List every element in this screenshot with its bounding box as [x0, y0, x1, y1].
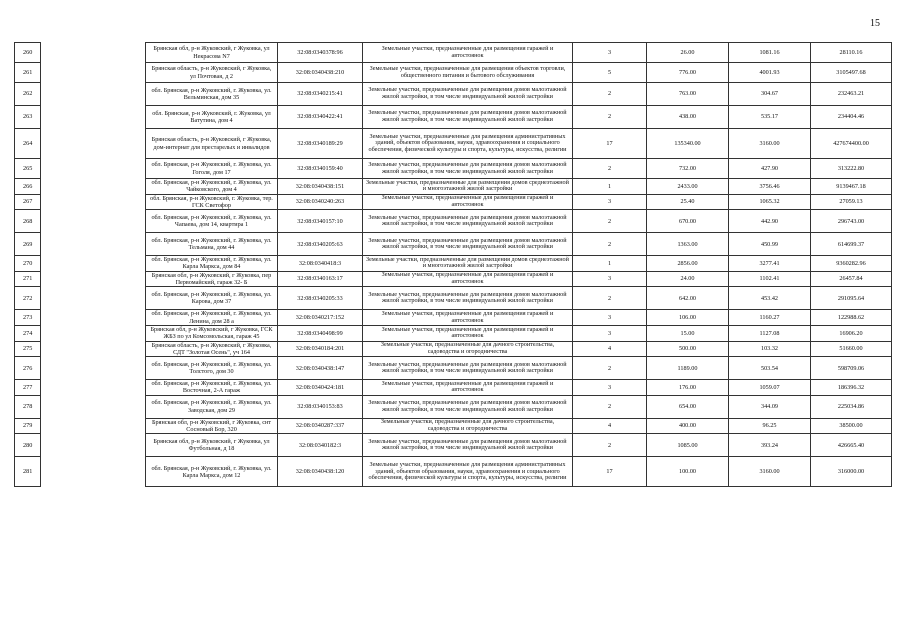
area-cell: 24.00 — [647, 271, 729, 287]
group-number-cell: 1 — [573, 179, 647, 195]
address-cell: обл. Брянская, р-н Жуковский, г. Жуковка, ул. Вельминская, дом 35 — [146, 83, 278, 106]
cadastral-value-cell: 296743.00 — [811, 210, 892, 233]
area-cell: 2433.00 — [647, 179, 729, 195]
cadastral-number-cell: 32:08:0340189:29 — [278, 129, 363, 159]
gap-cell — [41, 418, 146, 434]
cadastral-value-cell: 38500.00 — [811, 418, 892, 434]
cadastral-number-cell: 32:08:0340205:33 — [278, 287, 363, 310]
group-number-cell: 2 — [573, 106, 647, 129]
gap-cell — [41, 233, 146, 256]
unit-value-cell: 3756.46 — [729, 179, 811, 195]
unit-value-cell: 103.32 — [729, 341, 811, 357]
cadastral-value-cell: 27059.13 — [811, 194, 892, 210]
address-cell: Брянская обл, р-н Жуковский, г Жуковка, снт Сосновый Бор, 320 — [146, 418, 278, 434]
table-row — [15, 194, 892, 210]
row-number: 276 — [15, 357, 41, 380]
area-cell: 654.00 — [647, 395, 729, 418]
address-cell: Брянская обл, р-н Жуковский, г Жуковка, ул Футбольная, д 18 — [146, 434, 278, 457]
cadastral-value-cell: 313222.80 — [811, 159, 892, 179]
table-row — [15, 310, 892, 326]
table-row — [15, 159, 892, 179]
area-cell: 1189.00 — [647, 357, 729, 380]
cadastral-value-cell: 614699.37 — [811, 233, 892, 256]
row-number: 261 — [15, 63, 41, 83]
group-number-cell: 17 — [573, 129, 647, 159]
row-number: 280 — [15, 434, 41, 457]
table-row — [15, 457, 892, 487]
unit-value-cell: 1059.07 — [729, 380, 811, 396]
gap-cell — [41, 287, 146, 310]
area-cell: 500.00 — [647, 341, 729, 357]
group-number-cell: 17 — [573, 457, 647, 487]
gap-cell — [41, 179, 146, 195]
cadastral-number-cell: 32:08:0340498:99 — [278, 325, 363, 341]
gap-cell — [41, 380, 146, 396]
purpose-cell: Земельные участки, предназначенные для размещения домов среднеэтажной и многоэтажной жилой застройки — [363, 256, 573, 272]
unit-value-cell: 344.09 — [729, 395, 811, 418]
area-cell: 763.00 — [647, 83, 729, 106]
cadastral-value-table — [14, 42, 892, 487]
cadastral-value-cell: 598709.06 — [811, 357, 892, 380]
purpose-cell: Земельные участки, предназначенные для размещения домов малоэтажной жилой застройки, в том числе индивидуальной жилой застройки — [363, 434, 573, 457]
address-cell: Брянская область, р-н Жуковский, г Жуковка, дом-интернат для престарелых и инвалидов — [146, 129, 278, 159]
cadastral-number-cell: 32:08:0340378:96 — [278, 43, 363, 63]
table-row — [15, 325, 892, 341]
unit-value-cell: 3160.00 — [729, 129, 811, 159]
area-cell: 100.00 — [647, 457, 729, 487]
cadastral-value-cell: 225034.86 — [811, 395, 892, 418]
address-cell: обл. Брянская, р-н Жуковский, г. Жуковка, ул. Карла Маркса, дом 12 — [146, 457, 278, 487]
cadastral-number-cell: 32:08:0340184:201 — [278, 341, 363, 357]
unit-value-cell: 3277.41 — [729, 256, 811, 272]
row-number: 270 — [15, 256, 41, 272]
unit-value-cell: 442.90 — [729, 210, 811, 233]
address-cell: обл. Брянская, р-н Жуковский, г. Жуковка, ул. Чайковского, дом 4 — [146, 179, 278, 195]
unit-value-cell: 1102.41 — [729, 271, 811, 287]
row-number: 260 — [15, 43, 41, 63]
table-row — [15, 418, 892, 434]
cadastral-number-cell: 32:08:0340217:152 — [278, 310, 363, 326]
cadastral-number-cell: 32:08:0340159:40 — [278, 159, 363, 179]
cadastral-value-cell: 9139467.18 — [811, 179, 892, 195]
area-cell: 135340.00 — [647, 129, 729, 159]
cadastral-number-cell: 32:08:0340205:63 — [278, 233, 363, 256]
cadastral-number-cell: 32:08:0340215:41 — [278, 83, 363, 106]
group-number-cell: 2 — [573, 357, 647, 380]
area-cell: 176.00 — [647, 380, 729, 396]
gap-cell — [41, 395, 146, 418]
cadastral-number-cell: 32:08:0340287:337 — [278, 418, 363, 434]
row-number: 272 — [15, 287, 41, 310]
row-number: 274 — [15, 325, 41, 341]
table-row — [15, 256, 892, 272]
table-row — [15, 380, 892, 396]
area-cell: 400.00 — [647, 418, 729, 434]
address-cell: обл. Брянская, р-н Жуковский, г. Жуковка, ул. Тельмана, дом 44 — [146, 233, 278, 256]
purpose-cell: Земельные участки, предназначенные для размещения домов малоэтажной жилой застройки, в том числе индивидуальной жилой застройки — [363, 210, 573, 233]
address-cell: обл. Брянская, р-н Жуковский, г. Жуковка, ул. Карла Маркса, дом 84 — [146, 256, 278, 272]
cadastral-number-cell: 32:08:0340157:10 — [278, 210, 363, 233]
gap-cell — [41, 106, 146, 129]
cadastral-number-cell: 32:08:0340418:3 — [278, 256, 363, 272]
cadastral-value-cell: 186396.32 — [811, 380, 892, 396]
group-number-cell: 2 — [573, 210, 647, 233]
gap-cell — [41, 43, 146, 63]
address-cell: Брянская область, р-н Жуковский, г Жуковка, ул Почтовая, д 2 — [146, 63, 278, 83]
table-row — [15, 287, 892, 310]
area-cell: 106.00 — [647, 310, 729, 326]
row-number: 278 — [15, 395, 41, 418]
unit-value-cell: 1065.32 — [729, 194, 811, 210]
group-number-cell: 3 — [573, 325, 647, 341]
table-row — [15, 434, 892, 457]
group-number-cell: 2 — [573, 287, 647, 310]
address-cell: обл. Брянская, р-н Жуковский, г. Жуковка, тер. ГСК Светофор — [146, 194, 278, 210]
area-cell: 732.00 — [647, 159, 729, 179]
group-number-cell: 2 — [573, 233, 647, 256]
purpose-cell: Земельные участки, предназначенные для размещения административных зданий, объектов образования, науки, здравоохранения и социального обеспечения, физической культуры и спорта, культуры, искусства, религии — [363, 457, 573, 487]
area-cell: 642.00 — [647, 287, 729, 310]
table-row — [15, 63, 892, 83]
cadastral-value-cell: 427674400.00 — [811, 129, 892, 159]
purpose-cell: Земельные участки, предназначенные для размещения гаражей и автостоянок — [363, 43, 573, 63]
area-cell: 438.00 — [647, 106, 729, 129]
cadastral-value-cell: 232463.21 — [811, 83, 892, 106]
address-cell: обл. Брянская, р-н Жуковский, г. Жуковка, ул. Карова, дом 37 — [146, 287, 278, 310]
unit-value-cell: 535.17 — [729, 106, 811, 129]
group-number-cell: 1 — [573, 256, 647, 272]
table-row — [15, 341, 892, 357]
unit-value-cell: 1160.27 — [729, 310, 811, 326]
gap-cell — [41, 310, 146, 326]
unit-value-cell: 427.90 — [729, 159, 811, 179]
cadastral-value-cell: 28110.16 — [811, 43, 892, 63]
address-cell: Брянская обл, р-н Жуковский, г Жуковка, ГСК ЖБЗ по ул Комсомольская, гараж 45 — [146, 325, 278, 341]
purpose-cell: Земельные участки, предназначенные для размещения домов малоэтажной жилой застройки, в том числе индивидуальной жилой застройки — [363, 159, 573, 179]
address-cell: Брянская обл, р-н Жуковский, г Жуковка, ул Некрасова N7 — [146, 43, 278, 63]
cadastral-value-cell: 291095.64 — [811, 287, 892, 310]
table-row — [15, 43, 892, 63]
purpose-cell: Земельные участки, предназначенные для размещения гаражей и автостоянок — [363, 271, 573, 287]
cadastral-number-cell: 32:08:0340438:210 — [278, 63, 363, 83]
group-number-cell: 3 — [573, 310, 647, 326]
table-row — [15, 357, 892, 380]
cadastral-number-cell: 32:08:0340438:120 — [278, 457, 363, 487]
row-number: 279 — [15, 418, 41, 434]
gap-cell — [41, 325, 146, 341]
address-cell: обл. Брянская, р-н Жуковский, г. Жуковка, ул. Восточная, 2-А гараж — [146, 380, 278, 396]
gap-cell — [41, 63, 146, 83]
address-cell: обл. Брянская, р-н Жуковский, г. Жуковка, ул. Гоголя, дом 17 — [146, 159, 278, 179]
cadastral-value-cell: 426665.40 — [811, 434, 892, 457]
area-cell: 1085.00 — [647, 434, 729, 457]
unit-value-cell: 4001.93 — [729, 63, 811, 83]
area-cell: 776.00 — [647, 63, 729, 83]
area-cell: 670.00 — [647, 210, 729, 233]
address-cell: обл. Брянская, р-н Жуковский, г. Жуковка, ул. Чапаева, дом 14, квартира 1 — [146, 210, 278, 233]
purpose-cell: Земельные участки, предназначенные для размещения административных зданий, объектов образования, науки, здравоохранения и социального обеспечения, физической культуры и спорта, культуры, искусства, религии — [363, 129, 573, 159]
unit-value-cell: 96.25 — [729, 418, 811, 434]
unit-value-cell: 1081.16 — [729, 43, 811, 63]
group-number-cell: 3 — [573, 194, 647, 210]
row-number: 281 — [15, 457, 41, 487]
cadastral-value-cell: 26457.84 — [811, 271, 892, 287]
unit-value-cell: 453.42 — [729, 287, 811, 310]
purpose-cell: Земельные участки, предназначенные для размещения объектов торговли, общественного питания и бытового обслуживания — [363, 63, 573, 83]
unit-value-cell: 304.67 — [729, 83, 811, 106]
cadastral-number-cell: 32:08:0340438:147 — [278, 357, 363, 380]
purpose-cell: Земельные участки, предназначенные для размещения домов малоэтажной жилой застройки, в том числе индивидуальной жилой застройки — [363, 233, 573, 256]
row-number: 266 — [15, 179, 41, 195]
row-number: 264 — [15, 129, 41, 159]
row-number: 262 — [15, 83, 41, 106]
cadastral-number-cell: 32:08:0340153:83 — [278, 395, 363, 418]
gap-cell — [41, 194, 146, 210]
cadastral-value-cell: 16906.20 — [811, 325, 892, 341]
purpose-cell: Земельные участки, предназначенные для размещения гаражей и автостоянок — [363, 310, 573, 326]
gap-cell — [41, 256, 146, 272]
cadastral-value-cell: 234404.46 — [811, 106, 892, 129]
area-cell: 2856.00 — [647, 256, 729, 272]
unit-value-cell: 1127.08 — [729, 325, 811, 341]
table-row — [15, 106, 892, 129]
purpose-cell: Земельные участки, предназначенные для размещения домов малоэтажной жилой застройки, в том числе индивидуальной жилой застройки — [363, 106, 573, 129]
unit-value-cell: 3160.00 — [729, 457, 811, 487]
group-number-cell: 4 — [573, 341, 647, 357]
table-row — [15, 395, 892, 418]
purpose-cell: Земельные участки, предназначенные для размещения гаражей и автостоянок — [363, 380, 573, 396]
purpose-cell: Земельные участки, предназначенные для размещения домов малоэтажной жилой застройки, в том числе индивидуальной жилой застройки — [363, 357, 573, 380]
gap-cell — [41, 210, 146, 233]
gap-cell — [41, 357, 146, 380]
address-cell: Брянская область, р-н Жуковский, г Жуковка, СДТ "Золотая Осень", уч 164 — [146, 341, 278, 357]
table-row — [15, 129, 892, 159]
group-number-cell: 4 — [573, 418, 647, 434]
gap-cell — [41, 159, 146, 179]
area-cell: 25.40 — [647, 194, 729, 210]
cadastral-value-cell: 9360282.96 — [811, 256, 892, 272]
table-row — [15, 233, 892, 256]
address-cell: Брянская обл, р-н Жуковский, г Жуковка, пер Первомайский, гараж 32- Б — [146, 271, 278, 287]
gap-cell — [41, 271, 146, 287]
cadastral-value-cell: 316000.00 — [811, 457, 892, 487]
area-cell: 26.00 — [647, 43, 729, 63]
table-body — [15, 43, 892, 487]
row-number: 268 — [15, 210, 41, 233]
cadastral-number-cell: 32:08:0340182:3 — [278, 434, 363, 457]
purpose-cell: Земельные участки, предназначенные для размещения гаражей и автостоянок — [363, 325, 573, 341]
unit-value-cell: 450.99 — [729, 233, 811, 256]
address-cell: обл. Брянская, р-н Жуковский, г. Жуковка, ул Ватутина, дом 4 — [146, 106, 278, 129]
group-number-cell: 2 — [573, 159, 647, 179]
purpose-cell: Земельные участки, предназначенные для размещения домов среднеэтажной и многоэтажной жилой застройки — [363, 179, 573, 195]
group-number-cell: 2 — [573, 395, 647, 418]
cadastral-number-cell: 32:08:0340438:151 — [278, 179, 363, 195]
group-number-cell: 3 — [573, 43, 647, 63]
purpose-cell: Земельные участки, предназначенные для размещения домов малоэтажной жилой застройки, в том числе индивидуальной жилой застройки — [363, 395, 573, 418]
purpose-cell: Земельные участки, предназначенные для размещения домов малоэтажной жилой застройки, в том числе индивидуальной жилой застройки — [363, 83, 573, 106]
row-number: 269 — [15, 233, 41, 256]
group-number-cell: 3 — [573, 271, 647, 287]
area-cell: 15.00 — [647, 325, 729, 341]
unit-value-cell: 393.24 — [729, 434, 811, 457]
table-row — [15, 271, 892, 287]
cadastral-value-cell: 122988.62 — [811, 310, 892, 326]
address-cell: обл. Брянская, р-н Жуковский, г. Жуковка, ул. Толстого, дом 30 — [146, 357, 278, 380]
table-row — [15, 210, 892, 233]
address-cell: обл. Брянская, р-н Жуковский, г. Жуковка, ул. Заводская, дом 29 — [146, 395, 278, 418]
unit-value-cell: 503.54 — [729, 357, 811, 380]
table-row — [15, 83, 892, 106]
gap-cell — [41, 434, 146, 457]
purpose-cell: Земельные участки, предназначенные для дачного строительства, садоводства и огородничества — [363, 418, 573, 434]
row-number: 273 — [15, 310, 41, 326]
gap-cell — [41, 341, 146, 357]
row-number: 275 — [15, 341, 41, 357]
purpose-cell: Земельные участки, предназначенные для дачного строительства, садоводства и огородничества — [363, 341, 573, 357]
cadastral-value-cell: 3105497.68 — [811, 63, 892, 83]
cadastral-number-cell: 32:08:0340422:41 — [278, 106, 363, 129]
row-number: 263 — [15, 106, 41, 129]
row-number: 265 — [15, 159, 41, 179]
row-number: 277 — [15, 380, 41, 396]
cadastral-value-cell: 51660.00 — [811, 341, 892, 357]
purpose-cell: Земельные участки, предназначенные для размещения домов малоэтажной жилой застройки, в том числе индивидуальной жилой застройки — [363, 287, 573, 310]
row-number: 271 — [15, 271, 41, 287]
gap-cell — [41, 129, 146, 159]
purpose-cell: Земельные участки, предназначенные для размещения гаражей и автостоянок — [363, 194, 573, 210]
group-number-cell: 2 — [573, 434, 647, 457]
group-number-cell: 3 — [573, 380, 647, 396]
cadastral-number-cell: 32:08:0340424:181 — [278, 380, 363, 396]
cadastral-number-cell: 32:08:0340163:17 — [278, 271, 363, 287]
gap-cell — [41, 457, 146, 487]
row-number: 267 — [15, 194, 41, 210]
gap-cell — [41, 83, 146, 106]
area-cell: 1363.00 — [647, 233, 729, 256]
cadastral-number-cell: 32:08:0340240:263 — [278, 194, 363, 210]
group-number-cell: 5 — [573, 63, 647, 83]
address-cell: обл. Брянская, р-н Жуковский, г. Жуковка, ул. Ленина, дом 28 а — [146, 310, 278, 326]
group-number-cell: 2 — [573, 83, 647, 106]
table-row — [15, 179, 892, 195]
page-number: 15 — [870, 18, 880, 29]
